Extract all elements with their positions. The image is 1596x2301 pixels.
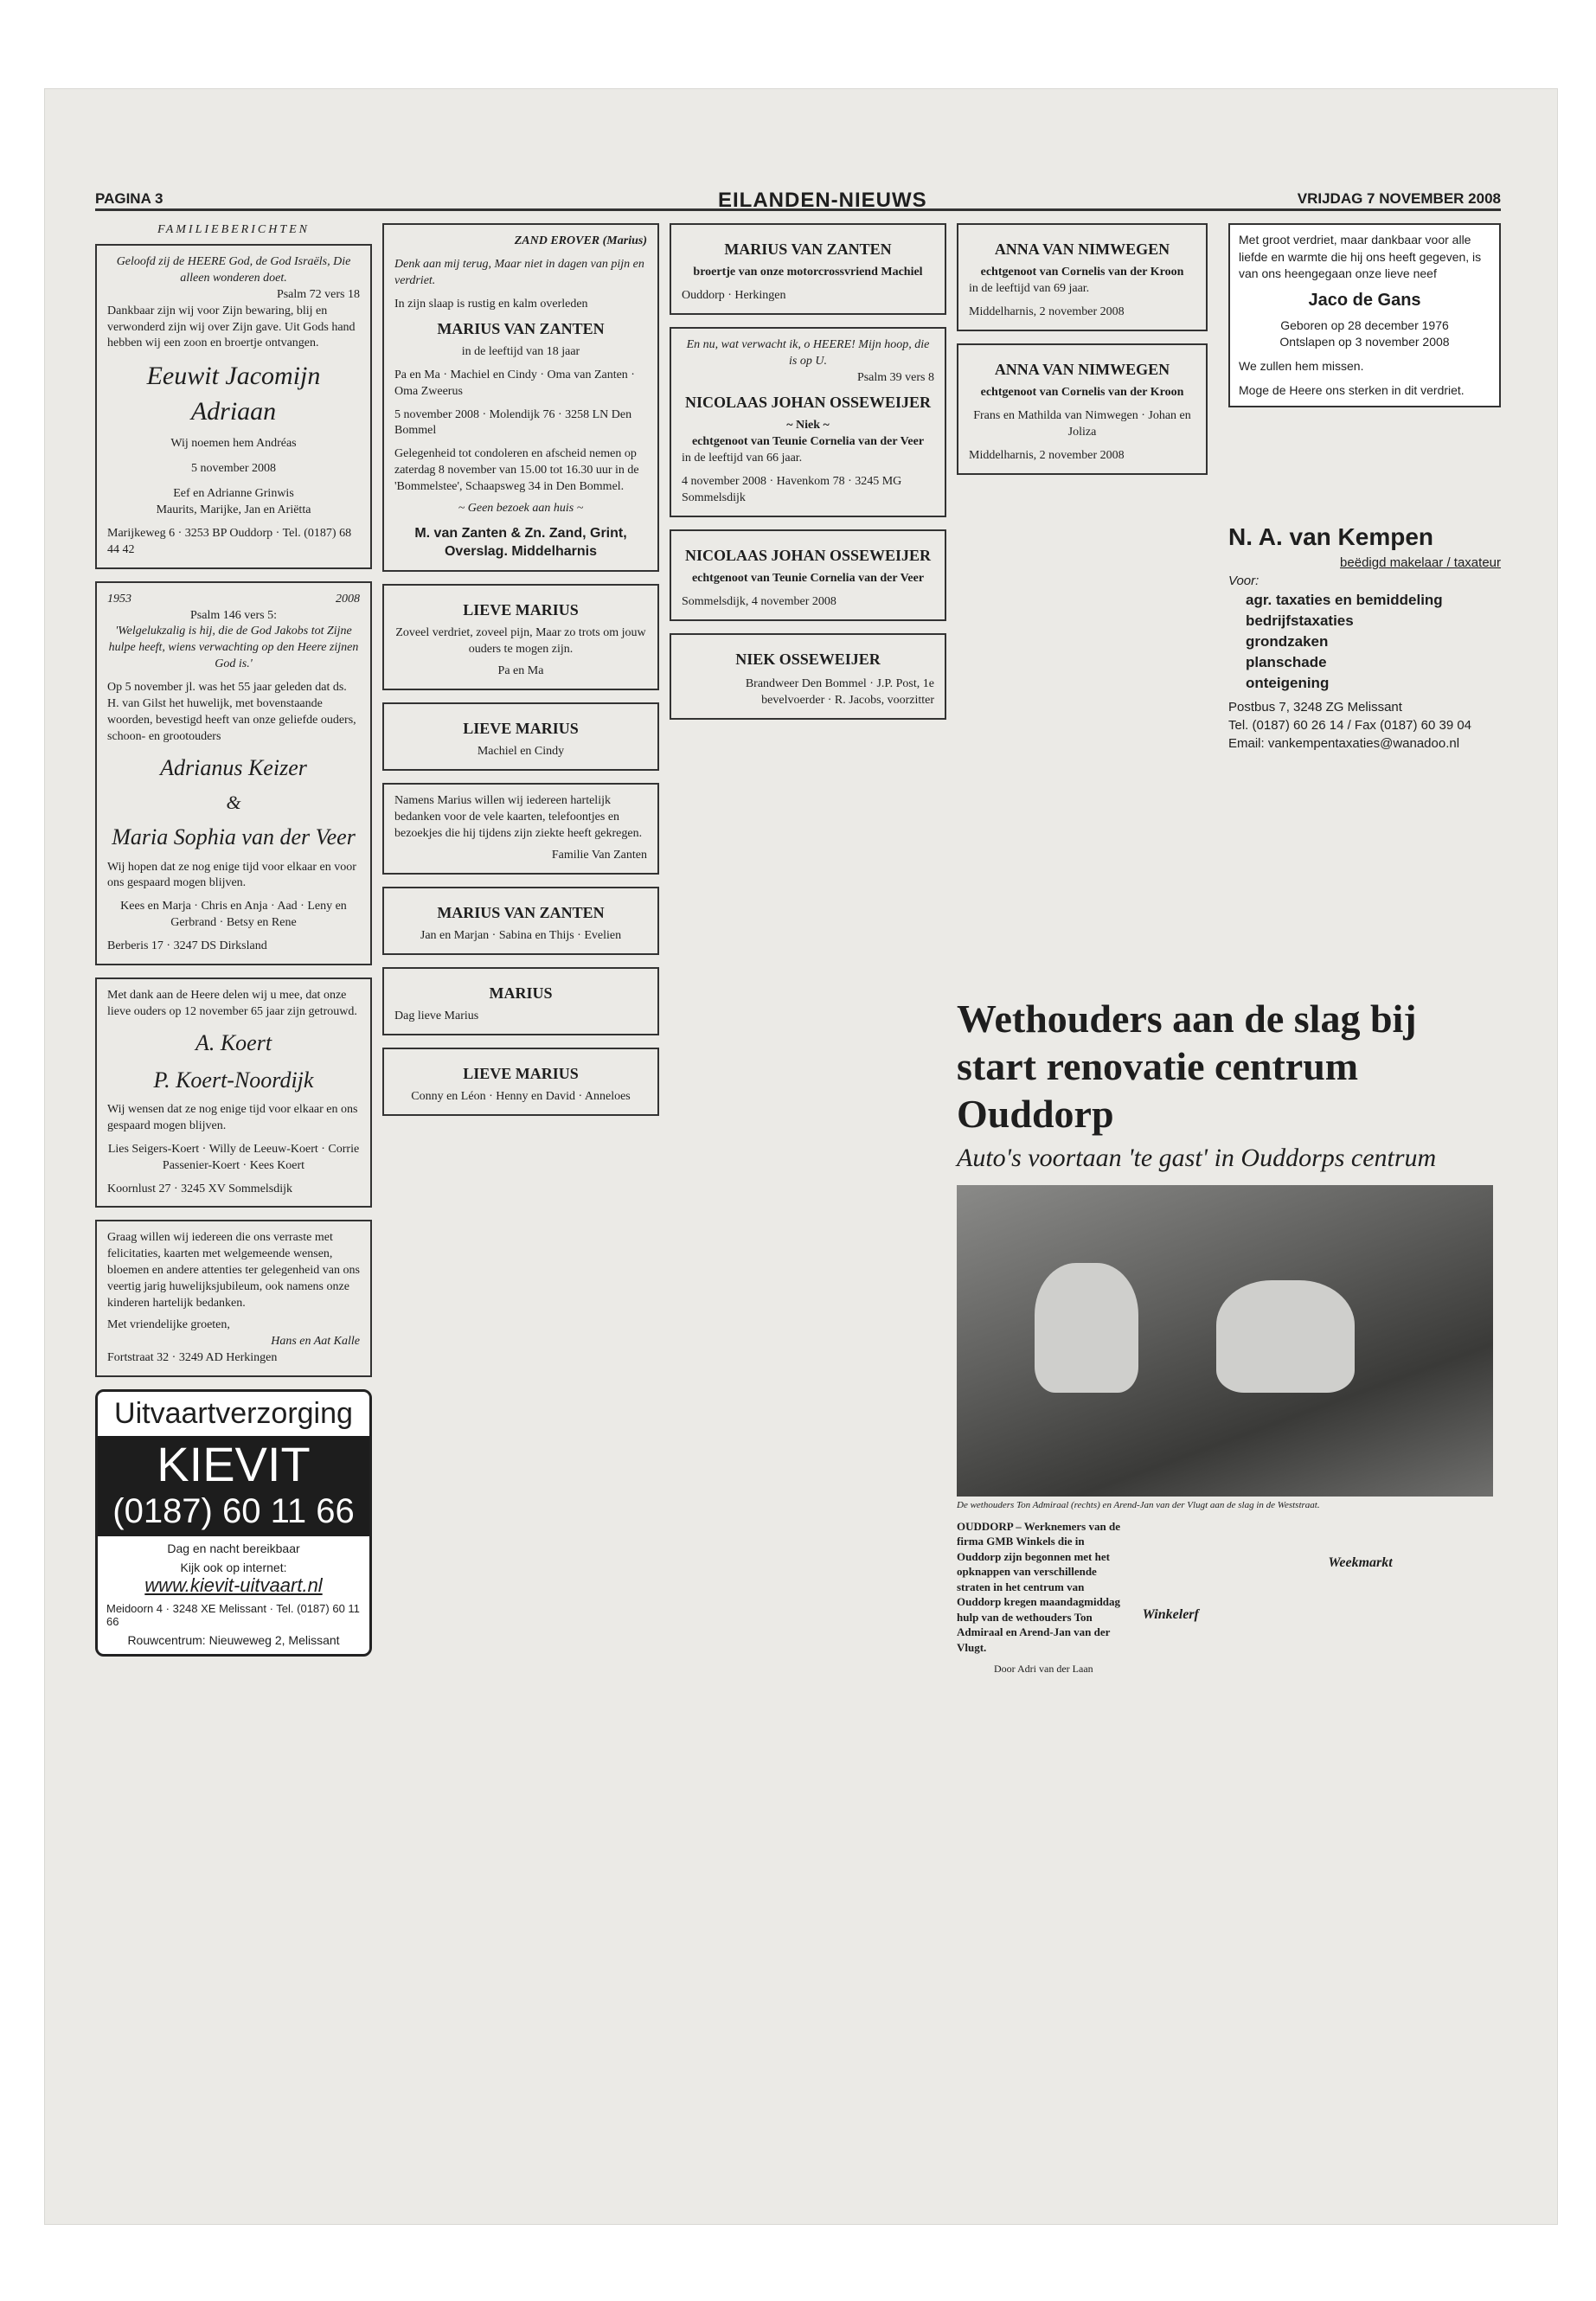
date: 5 november 2008 [191,462,276,476]
column-1 [95,223,372,1657]
text: Graag willen wij iedereen die ons verraste met felicitaties, kaarten met welgemeende wensen, bloemen en andere attenties ter gelegenheid van ons veertig jarig huwelijksjubileum, ook namens onze kinderen hartelijk bedanken. [107,1231,360,1311]
name: ANNA VAN NIMWEGEN [994,360,1170,378]
address: 4 november 2008 · Havenkom 78 · 3245 MG Sommelsdijk [682,474,902,504]
text: Zoveel verdriet, zoveel pijn, Maar zo trots om jouw ouders te mogen zijn. [395,626,646,657]
parents: Eef en Adrianne Grinwis [173,487,294,501]
name: N. A. van Kempen [1228,523,1434,551]
anniversary-keizer [95,581,372,965]
age: in de leeftijd van 66 jaar. [682,451,803,465]
visit: Gelegenheid tot condoleren en afscheid nemen op zaterdag 8 november van 15.00 tot 16.30 uur in de 'Bommelstee', Schaapsweg 34 in Den Bommel. [394,447,639,494]
child-name: Eeuwit Jacomijn Adriaan [146,362,321,426]
greeting: Met vriendelijke groeten, [107,1317,230,1331]
lieve-marius-2 [382,702,659,771]
niek-2 [670,529,946,621]
note: ~ Geen bezoek aan huis ~ [458,501,584,515]
marius-motorcross [670,223,946,315]
death-marius [382,223,659,572]
kievit-phone: (0187) 60 11 66 [98,1492,369,1536]
name: ANNA VAN NIMWEGEN [994,240,1170,258]
kievit-web-label: Kijk ook op internet: [180,1560,287,1574]
firm: M. van Zanten & Zn. Zand, Grint, Overslag. Middelharnis [414,525,627,560]
name: MARIUS VAN ZANTEN [724,240,892,258]
died: Ontslapen op 3 november 2008 [1279,335,1450,349]
end: Moge de Heere ons sterken in dit verdriet. [1239,382,1465,397]
masthead: EILANDEN-NIEUWS [718,189,927,212]
item: bedrijfstaxaties [1246,612,1354,630]
title: beëdigd makelaar / taxateur [1340,555,1501,571]
spouse: echtgenoot van Teunie Cornelia van der Veer [691,571,925,585]
byline: Door Adri van der Laan [994,1663,1093,1676]
subhead-weekmarkt: Weekmarkt [1328,1554,1393,1570]
quote: 'Welgelukzalig is hij, die de God Jakobs tot Zijne hulpe heeft, wiens verwachting op den Heere zijnen God is.' [108,625,359,671]
kievit-top: Uitvaartverzorging [114,1396,353,1430]
article-body [957,1519,1502,1676]
text: Met groot verdriet, maar dankbaar voor alle liefde en warmte die hij ons heeft gegeven, is van ons heengegaan onze lieve neef [1239,233,1482,281]
name-1: A. Koert [195,1029,272,1055]
column-5 [1228,223,1501,753]
psalm: Psalm 146 vers 5: [190,608,277,622]
spouse: echtgenoot van Teunie Cornelia van der Veer [691,434,925,448]
family: Pa en Ma · Machiel en Cindy · Oma van Zanten · Oma Zweerus [394,368,635,398]
sig: Machiel en Cindy [477,745,565,759]
psalm: Psalm 72 vers 18 [276,287,360,301]
headline: Wethouders aan de slag bij start renovatie centrum Ouddorp [957,997,1417,1137]
anniversary-koert [95,977,372,1208]
tel: Tel. (0187) 60 26 14 / Fax (0187) 60 39 04 [1228,718,1472,734]
email[interactable]: Email: vankempentaxaties@wanadoo.nl [1228,736,1460,752]
sleep: In zijn slaap is rustig en kalm overleden [394,297,588,311]
page-header [95,189,1501,211]
column-4 [957,223,1208,487]
address: Marijkeweg 6 · 3253 BP Ouddorp · Tel. (0187) 68 44 42 [107,526,352,556]
wish: Wij hopen dat ze nog enige tijd voor elkaar en voor ons gespaard mogen blijven. [107,860,356,890]
sig: Frans en Mathilda van Nimwegen · Johan en Joliza [973,409,1191,439]
family: Lies Seigers-Koert · Willy de Leeuw-Koert · Corrie Passenier-Koert · Kees Koert [107,1142,360,1172]
title: LIEVE MARIUS [463,601,579,619]
item: grondzaken [1246,632,1329,650]
subheadline: Auto's voortaan 'te gast' in Ouddorps centrum [957,1143,1437,1172]
title: LIEVE MARIUS [463,1065,579,1083]
item: agr. taxaties en bemiddeling [1246,592,1443,609]
address: Berberis 17 · 3247 DS Dirksland [107,939,267,953]
name: NIEK OSSEWEIJER [735,650,881,668]
kievit-name: KIEVIT [98,1436,369,1492]
age: in de leeftijd van 69 jaar. [969,282,1090,296]
death-jaco [1228,223,1501,407]
birth-announcement [95,244,372,569]
article-photo [957,1185,1493,1497]
text: Dankbaar zijn wij voor Zijn bewaring, blij en verwonderd zijn wij over Zijn gave. Uit Gods hand hebben wij een zoon en broertje ontvangen. [107,304,356,350]
sig: Pa en Ma [497,664,544,678]
kievit-day: Dag en nacht bereikbaar [167,1541,300,1555]
text: Met dank aan de Heere delen wij u mee, dat onze lieve ouders op 12 november 65 jaar zijn getrouwd. [107,989,357,1018]
call-name: Wij noemen hem Andréas [170,437,297,451]
quote: Geloofd zij de HEERE God, de God Israëls, Die alleen wonderen doet. [116,255,351,285]
item: planschade [1246,653,1327,670]
name: MARIUS VAN ZANTEN [437,319,605,337]
niek-brandweer [670,633,946,720]
wish: Wij wensen dat ze nog enige tijd voor elkaar en ons gespaard mogen blijven. [107,1103,358,1132]
column-2 [382,223,659,1128]
address: 5 november 2008 · Molendijk 76 · 3258 LN Den Bommel [394,407,632,438]
locations: Ouddorp · Herkingen [682,289,786,303]
name-2: Maria Sophia van der Veer [112,824,356,850]
name: MARIUS VAN ZANTEN [437,903,605,921]
death-anna [957,223,1208,331]
name: Jaco de Gans [1308,290,1421,310]
column-3 [670,223,946,732]
voor: Voor: [1228,574,1259,589]
spouse: echtgenoot van Cornelis van der Kroon [980,266,1184,279]
born: Geboren op 28 december 1976 [1280,317,1449,332]
kievit-ad [95,1389,372,1657]
death-niek [670,327,946,516]
name-1: Adrianus Keizer [160,754,307,780]
spouse: echtgenoot van Cornelis van der Kroon [980,386,1184,400]
date: Middelharnis, 2 november 2008 [969,448,1125,462]
lead: OUDDORP – Werknemers van de firma GMB Winkels die in Ouddorp zijn begonnen met het opknappen van verschillende straten in het centrum van Ouddorp kregen maandagmiddag hulp van de wethouders Ton Admiraal en Arend-Jan van der Vlugt. [957,1519,1121,1654]
ampersand: & [226,791,241,813]
sig: Conny en Léon · Henny en David · Anneloes [411,1090,631,1104]
name: MARIUS [489,984,553,1002]
date: Middelharnis, 2 november 2008 [969,305,1125,319]
miss: We zullen hem missen. [1239,358,1364,373]
psalm: Psalm 39 vers 8 [856,370,934,384]
sig: Dag lieve Marius [394,1009,479,1023]
date: Sommelsdijk, 4 november 2008 [682,594,836,608]
poem: Denk aan mij terug, Maar niet in dagen van pijn en verdriet. [394,257,644,287]
age: in de leeftijd van 18 jaar [461,344,580,358]
name-2: P. Koert-Noordijk [153,1067,314,1093]
marius-3 [382,967,659,1035]
sig: Brandweer Den Bommel · J.P. Post, 1e bevelvoerder · R. Jacobs, voorzitter [745,676,934,707]
thanks-kalle [95,1220,372,1376]
worker-figure [1216,1280,1355,1393]
kempen-ad [1228,520,1501,753]
photo-caption: De wethouders Ton Admiraal (rechts) en Arend-Jan van der Vlugt aan de slag in de Weststraat. [957,1499,1320,1510]
year-end: 2008 [336,592,360,606]
worker-figure [1035,1263,1138,1393]
kievit-center: Rouwcentrum: Nieuweweg 2, Melissant [127,1632,340,1647]
address: Postbus 7, 3248 ZG Melissant [1228,700,1402,715]
address: Koornlust 27 · 3245 XV Sommelsdijk [107,1182,293,1195]
kievit-web[interactable]: www.kievit-uitvaart.nl [144,1574,323,1596]
signature: ZAND EROVER (Marius) [514,234,647,247]
quote: En nu, wat verwacht ik, o HEERE! Mijn hoop, die is op U. [686,338,930,368]
page-number: PAGINA 3 [95,190,163,207]
marius-van-zanten-2 [382,887,659,955]
section-title: FAMILIEBERICHTEN [157,223,311,236]
sig: Familie Van Zanten [551,848,647,862]
year-start: 1953 [107,592,131,606]
siblings: Maurits, Marijke, Jan en Ariëtta [156,503,311,517]
sub: broertje van onze motorcrossvriend Machiel [693,266,923,279]
name: NICOLAAS JOHAN OSSEWEIJER [684,393,932,411]
anna-2 [957,343,1208,475]
thanks-van-zanten [382,783,659,875]
article [957,995,1502,1676]
subhead-winkelerf: Winkelerf [1142,1606,1199,1622]
kievit-address: Meidoorn 4 · 3248 XE Melissant · Tel. (0187) 60 11 66 [106,1601,360,1628]
text: Op 5 november jl. was het 55 jaar geleden dat ds. H. van Gilst het huwelijk, met bovenstaande woorden, bevestigd heeft van onze geliefde ouders, schoon- en grootouders [107,681,356,743]
lieve-marius-1 [382,584,659,690]
text: Namens Marius willen wij iedereen hartelijk bedanken voor de vele kaarten, telefoontjes en bezoekjes die hij tijdens zijn ziekte heeft gekregen. [394,794,643,840]
lieve-marius-3 [382,1048,659,1116]
name: NICOLAAS JOHAN OSSEWEIJER [684,546,932,564]
item: onteigening [1246,674,1330,691]
names: Hans en Aat Kalle [271,1334,360,1348]
title: LIEVE MARIUS [463,720,579,738]
address: Fortstraat 32 · 3249 AD Herkingen [107,1350,278,1364]
family: Kees en Marja · Chris en Anja · Aad · Leny en Gerbrand · Betsy en Rene [120,900,347,930]
nick: ~ Niek ~ [786,419,830,433]
sig: Jan en Marjan · Sabina en Thijs · Evelien [420,929,622,943]
issue-date: VRIJDAG 7 NOVEMBER 2008 [1297,190,1501,207]
